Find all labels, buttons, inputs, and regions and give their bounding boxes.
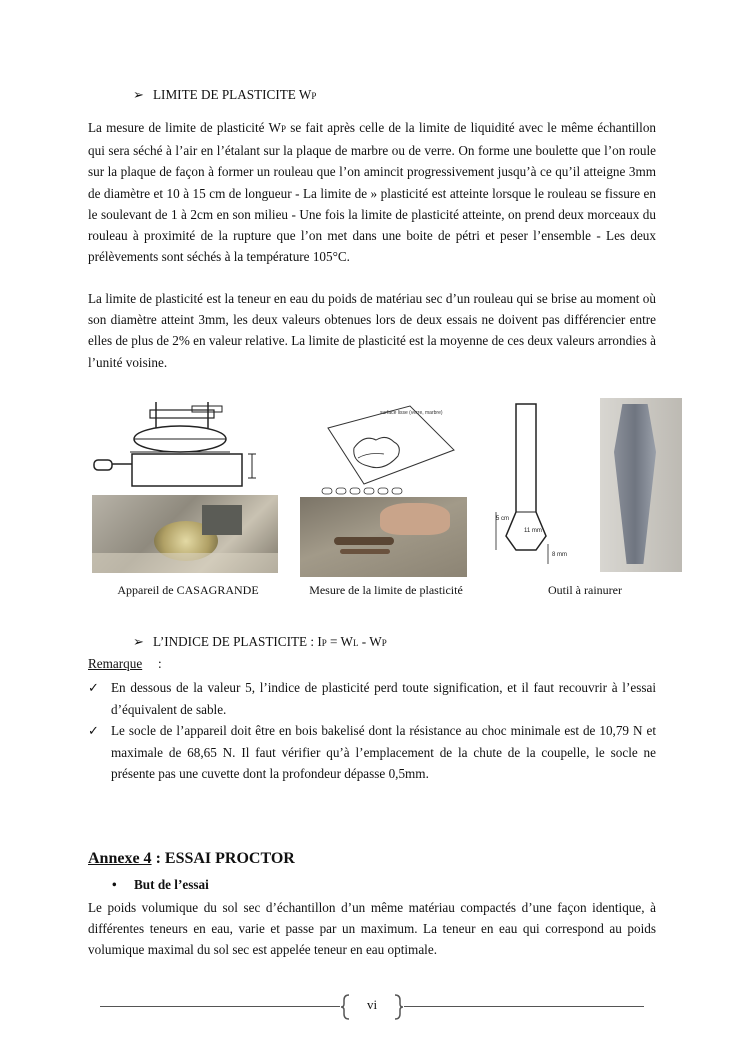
caption-casagrande: Appareil de CASAGRANDE bbox=[117, 583, 259, 597]
paragraph-plasticity-definition: La limite de plasticité est la teneur en eau du poids de matériau sec d’un rouleau qui se brise au moment où son diamètre atteint 3mm, les deux valeurs obtenues lors de deux essais ne doivent pas différencier entre elles de plus de 2% en valeur relative. La limite de plasticité est la moyenne de ces deux valeurs arrondies à l’unité voisine. bbox=[88, 291, 656, 370]
grooving-tool-photo bbox=[600, 398, 682, 572]
caption-plasticity-measure: Mesure de la limite de plasticité bbox=[309, 583, 463, 597]
soil-roll-shape bbox=[334, 537, 394, 545]
hand-shape bbox=[380, 503, 450, 535]
hand-rolling-sketch bbox=[318, 398, 468, 498]
dim-11mm-label: 11 mm bbox=[524, 528, 542, 534]
arrow-bullet-icon: ➢ bbox=[133, 634, 145, 649]
right-brace-icon bbox=[392, 993, 404, 1021]
dim-8mm-label: 8 mm bbox=[552, 552, 567, 558]
apparatus-body-shape bbox=[202, 505, 242, 535]
footer-line-right bbox=[404, 1006, 644, 1007]
grooving-tool-drawing bbox=[488, 402, 598, 572]
casagrande-drawing bbox=[90, 398, 270, 490]
remarque-label: Remarque bbox=[88, 656, 143, 671]
remark-item-2: ✓ Le socle de l’appareil doit être en bois bakelisé dont la résistance au choc minimale est de 10,79 N et maximale de 68,65 N. Il faut vérifier qu’à l’emplacement de la chute de la coupelle, le socle ne présente pas une cuvette dont la profondeur dépasse 0,5mm. bbox=[88, 720, 656, 785]
subheading-purpose: • But de l’essai bbox=[112, 877, 209, 892]
paragraph-plasticity-method: La mesure de limite de plasticité WP se fait après celle de la limite de liquidité avec le même échantillon qui sera séché à l’air en l’étalant sur la plaque de marbre ou de verre. On forme une boulette que l’on roule sur la plaque de façon à former un rouleau que l’on amincit progressivement jusqu’à ce qu’il atteigne 3mm de diamètre et 10 à 15 cm de longueur - La limite de » plasticité est atteinte lorsque le rouleau se fissure en le soulevant de 1 à 2cm en son milieu - Une fois la limite de plasticité atteinte, on prend deux morceaux du rouleau à proximité de la rupture que l’on met dans une boite de pétri et peser l’ensemble - Les deux prélèvements sont séchés à la température 105°C. bbox=[88, 120, 657, 265]
left-brace-icon bbox=[340, 993, 352, 1021]
hand-rolling-photo bbox=[300, 497, 467, 577]
check-icon: ✓ bbox=[88, 723, 100, 738]
dot-bullet-icon: • bbox=[112, 877, 117, 892]
section-heading-plasticity-limit: ➢ LIMITE DE PLASTICITE WP bbox=[133, 87, 317, 102]
section-heading-plasticity-index: ➢ L’INDICE DE PLASTICITE : IP = WL - WP bbox=[133, 634, 387, 649]
footer-line-left bbox=[100, 1006, 340, 1007]
annexe-heading: Annexe 4 : ESSAI PROCTOR bbox=[88, 850, 295, 867]
page-number: vi bbox=[366, 997, 378, 1012]
arrow-bullet-icon: ➢ bbox=[133, 87, 145, 102]
surface-label: surface lisse (verre, marbre) bbox=[380, 410, 443, 416]
metal-tool-shape bbox=[614, 404, 656, 564]
remarque-colon: : bbox=[158, 656, 162, 671]
dim-5cm-label: 5 cm bbox=[496, 516, 510, 522]
paragraph-proctor-purpose: Le poids volumique du sol sec d’échantillon d’un même matériau compactés d’une façon identique, à différentes teneurs en eau, varie et passe par un maximum. La teneur en eau qui correspond au poids volumique maximal du sol sec est appelée teneur en eau optimale. bbox=[88, 900, 656, 958]
caption-grooving-tool: Outil à rainurer bbox=[548, 583, 622, 597]
remark-item-1: ✓ En dessous de la valeur 5, l’indice de plasticité perd toute signification, et il faut recouvrir à l’essai d’équivalent de sable. bbox=[88, 677, 656, 720]
casagrande-photo bbox=[92, 495, 278, 573]
check-icon: ✓ bbox=[88, 680, 100, 695]
